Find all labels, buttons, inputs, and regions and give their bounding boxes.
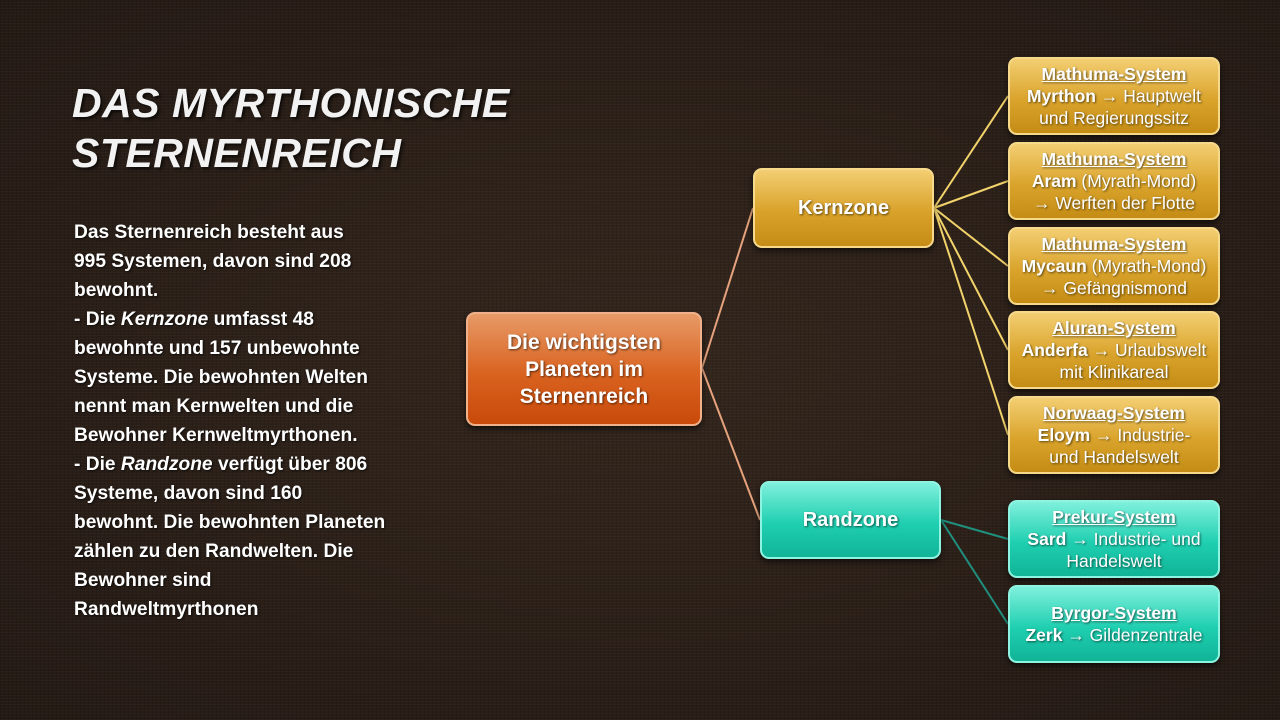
connector-kernzone-leaf-3 [934,208,1008,266]
system-name: Byrgor-System [1051,603,1177,623]
system-name: Aluran-System [1052,318,1176,338]
connector-kernzone-leaf-2 [934,181,1008,208]
leaf-myrthon: Mathuma-System Myrthon → Hauptwelt und Regierungssitz [1008,57,1220,135]
leaf-sard: Prekur-System Sard → Industrie- und Handelswelt [1008,500,1220,578]
system-name: Mathuma-System [1041,234,1187,254]
connector-kernzone-leaf-5 [934,208,1008,435]
root-node: Die wichtigsten Planeten im Sternenreich [466,312,702,426]
planet-name: Zerk [1025,625,1063,645]
paragraph-randzone: - Die Randzone verfügt über 806 Systeme, davon sind 160 bewohnt. Die bewohnten Planeten zählen zu den Randwelten. Die Bewohner sind Randweltmyrthonen [74,454,386,620]
leaf-aram: Mathuma-System Aram (Myrath-Mond) → Werften der Flotte [1008,142,1220,220]
planet-name: Myrthon [1026,86,1096,106]
connector-root-randzone [702,368,760,520]
arrow-icon: → [1071,529,1089,549]
system-name: Norwaag-System [1043,403,1185,423]
system-name: Mathuma-System [1041,149,1187,169]
leaf-anderfa: Aluran-System Anderfa → Urlaubswelt mit Klinikareal [1008,311,1220,389]
arrow-icon: → [1067,625,1085,645]
system-name: Prekur-System [1052,507,1176,527]
connector-kernzone-leaf-1 [934,96,1008,208]
paragraph-overview: Das Sternenreich besteht aus 995 Systemen, davon sind 208 bewohnt. [74,222,352,301]
leaf-mycaun: Mathuma-System Mycaun (Myrath-Mond) → Gefängnismond [1008,227,1220,305]
arrow-icon: → [1032,193,1051,213]
system-name: Mathuma-System [1041,64,1187,84]
planet-name: Eloym [1037,425,1091,445]
leaf-eloym: Norwaag-System Eloym → Industrie- und Handelswelt [1008,396,1220,474]
title-line-1: DAS MYRTHONISCHE [72,80,510,126]
planet-name: Aram [1031,171,1077,191]
planet-name: Anderfa [1021,340,1088,360]
arrow-icon: → [1100,86,1119,106]
title-line-2: STERNENREICH [72,130,402,176]
planet-name: Mycaun [1021,256,1087,276]
arrow-icon: → [1092,340,1111,360]
planet-name: Sard [1027,529,1067,549]
arrow-icon: → [1041,278,1059,298]
randzone-node: Randzone [760,481,941,559]
connector-kernzone-leaf-4 [934,208,1008,350]
kernzone-node: Kernzone [753,168,934,248]
arrow-icon: → [1095,425,1113,445]
leaf-zerk: Byrgor-System Zerk → Gildenzentrale [1008,585,1220,663]
paragraph-kernzone: - Die Kernzone umfasst 48 bewohnte und 157 unbewohnte Systeme. Die bewohnten Welten nennt man Kernwelten und die Bewohner Kernweltmyrthonen. [74,309,368,446]
connector-root-kernzone [702,208,753,368]
